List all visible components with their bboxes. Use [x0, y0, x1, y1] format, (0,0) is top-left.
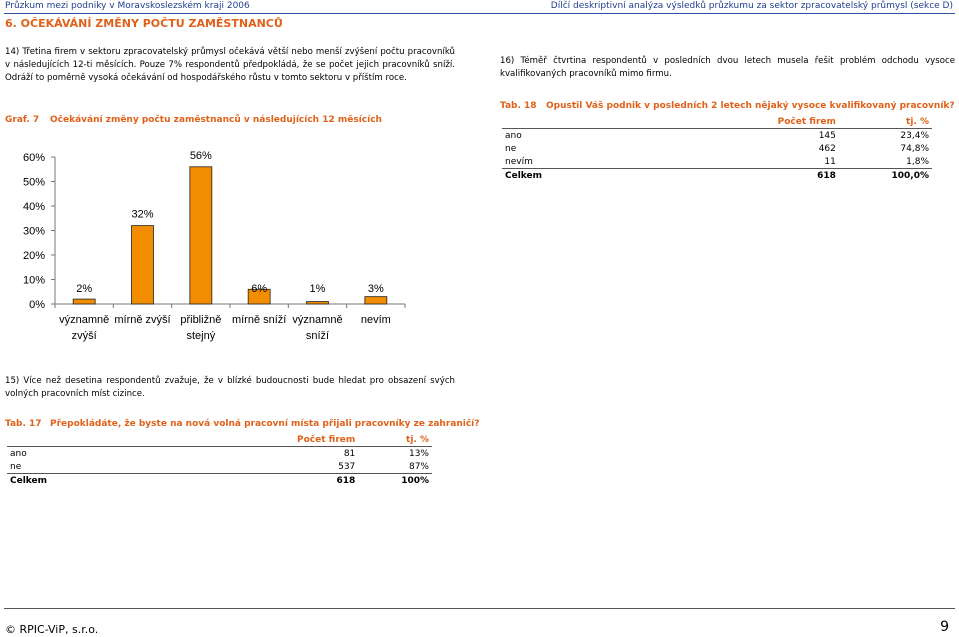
footer-divider [4, 608, 955, 609]
data-label: 32% [131, 208, 154, 221]
data-label: 2% [76, 283, 93, 295]
table-18 [502, 115, 932, 182]
table18-label: Tab. 18 [500, 101, 537, 111]
table18-header-blank [502, 115, 699, 129]
category-label: významně [59, 314, 110, 326]
chart-caption-title: Očekávání změny počtu zaměstnanců v následujících 12 měsících [50, 115, 382, 125]
header-right-text: Dílčí deskriptivní analýza výsledků průzkumu za sektor zpracovatelský průmysl (sekce D) [550, 1, 953, 11]
table18-header-percent: tj. % [839, 115, 932, 129]
category-label: mírně sníží [231, 314, 287, 326]
data-label: 6% [251, 283, 268, 295]
paragraph-16: 16) Téměř čtvrtina respondentů v posledních dvou letech musela řešit problém odchodu vysoce kvalifikovaných pracovníků mimo firmu. [500, 56, 955, 79]
table-row-total [502, 169, 932, 183]
table17-label: Tab. 17 [5, 419, 42, 429]
category-label: přibližně [180, 314, 222, 326]
table-cell: ne [505, 143, 517, 154]
table-cell: 74,8% [900, 143, 929, 154]
page-number: 9 [940, 619, 949, 635]
table-cell: 1,8% [839, 155, 932, 169]
bar [365, 297, 387, 304]
table-cell: 100,0% [891, 170, 929, 181]
table17-title: Přepokládáte, že byste na nová volná pracovní místa přijali pracovníky ze zahraničí? [50, 419, 480, 429]
category-label: mírně zvýší [114, 314, 171, 326]
table-cell: 23,4% [900, 130, 929, 141]
table-cell: 618 [336, 475, 356, 486]
y-tick-label: 10% [22, 274, 45, 287]
header-divider [4, 13, 955, 14]
category-label: zvýší [71, 330, 97, 342]
category-label: stejný [186, 330, 216, 342]
table18-header-row [502, 115, 932, 129]
table-cell: 618 [817, 170, 836, 181]
bar [132, 226, 154, 304]
category-label: sníží [305, 330, 330, 342]
table17-header-count: Počet firem [228, 433, 358, 447]
y-tick-label: 30% [22, 225, 45, 238]
page-header [0, 0, 959, 14]
table-row-total [7, 474, 432, 488]
header-left-text: Průzkum mezi podniky v Moravskoslezském kraji 2006 [5, 1, 250, 11]
table-row [7, 460, 432, 474]
bar [307, 302, 329, 304]
bar-chart [0, 140, 470, 350]
table-cell: 145 [818, 130, 836, 141]
bar [73, 299, 95, 304]
table17-header-row [7, 433, 432, 447]
table-row [502, 129, 932, 143]
category-label: významně [292, 314, 343, 326]
chart-caption-label: Graf. 7 [5, 115, 40, 125]
table-cell: ano [505, 130, 522, 141]
y-tick-label: 60% [22, 152, 45, 164]
y-tick-label: 40% [22, 201, 45, 213]
table-cell: 100% [401, 475, 429, 486]
y-tick-label: 0% [29, 299, 45, 311]
paragraph-14: 14) Třetina firem v sektoru zpracovatelský průmysl očekává větší nebo menší zvýšení počtu pracovníků v následujících 12-ti měsících. Pouze 7% respondentů předpokládá, že se počet jejich pracovníků sníží. Odráží to poměrně vysoká očekávání od hospodářského růstu v tomto sektoru v příštím roce. [5, 47, 455, 83]
table17-header-blank [7, 433, 228, 447]
table-cell: nevím [502, 155, 699, 169]
y-tick-label: 50% [22, 176, 45, 189]
table-cell: Celkem [505, 170, 543, 181]
category-label: nevím [360, 314, 391, 326]
table17-header-percent: tj. % [358, 433, 432, 447]
table-cell: 81 [343, 448, 356, 459]
paragraph-15: 15) Více než desetina respondentů zvažuje, že v blízké budoucnosti bude hledat pro obsazení svých volných pracovních míst cizince. [5, 376, 455, 399]
table-cell: ano [10, 448, 27, 459]
section-heading: 6. OČEKÁVÁNÍ ZMĚNY POČTU ZAMĚSTNANCŮ [5, 17, 283, 30]
y-tick-label: 20% [22, 250, 45, 262]
table-cell: 87% [358, 460, 432, 474]
data-label: 1% [309, 283, 326, 295]
table-cell: 462 [818, 143, 836, 154]
data-label: 3% [367, 283, 384, 295]
table-cell: ne [7, 460, 228, 474]
table-row [502, 142, 932, 155]
table-cell: Celkem [10, 475, 48, 486]
table-row [7, 447, 432, 461]
table18-header-count: Počet firem [699, 115, 839, 129]
table-cell: 11 [699, 155, 839, 169]
data-label: 56% [189, 149, 212, 162]
table-17 [7, 433, 432, 487]
table-cell: 13% [408, 448, 429, 459]
table-cell: 537 [228, 460, 358, 474]
footer-copyright: © RPIC-ViP, s.r.o. [5, 623, 99, 636]
table-row [502, 155, 932, 169]
table18-title: Opustil Váš podnik v posledních 2 letech nějaký vysoce kvalifikovaný pracovník? [546, 101, 955, 111]
bar [190, 167, 212, 304]
